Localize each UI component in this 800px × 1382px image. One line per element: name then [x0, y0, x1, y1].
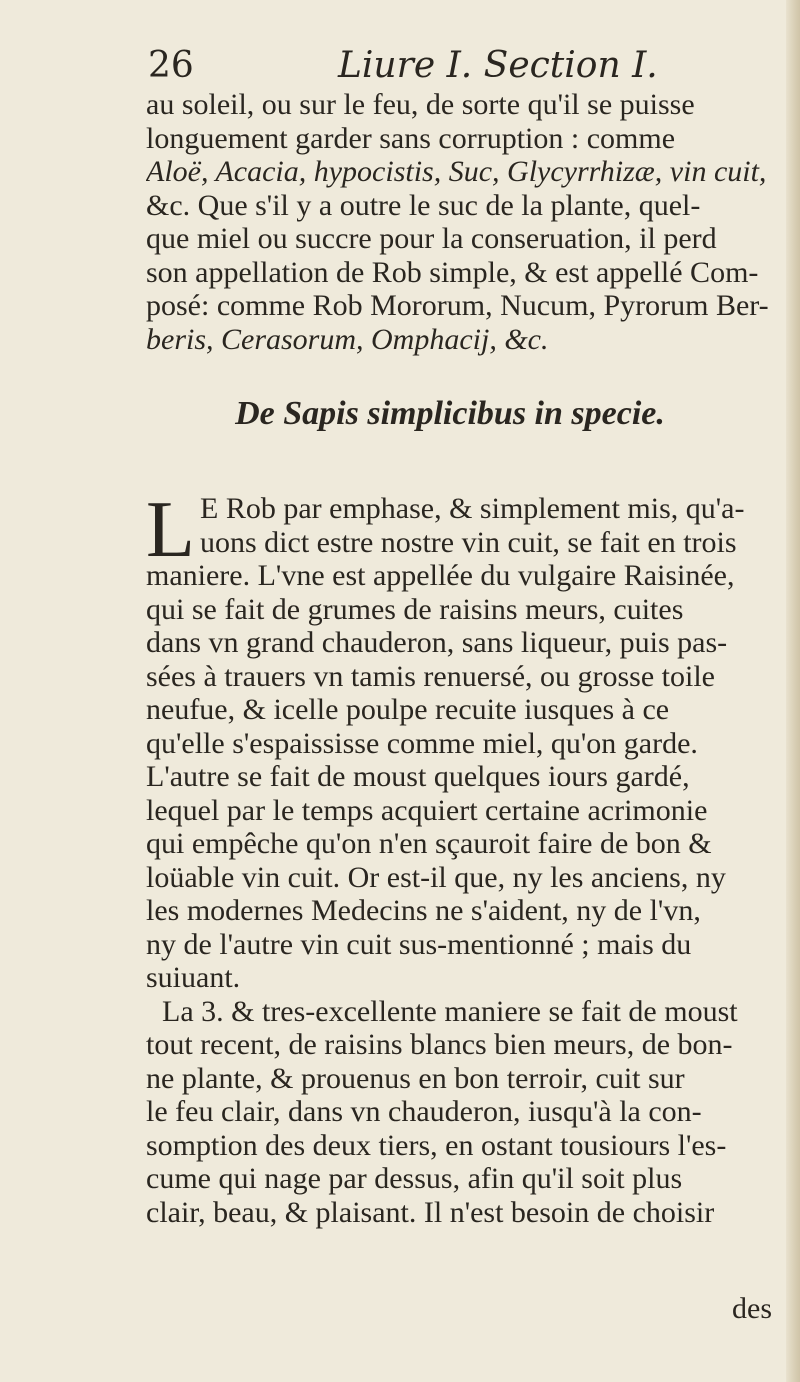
- text-line: que miel ou succre pour la conseruation, il perd: [146, 222, 717, 255]
- text-line: Aloë, Acacia, hypocistis, Suc, Glycyrrhizæ, vin cuit,: [146, 155, 767, 188]
- text-line: suiuant.: [146, 961, 241, 994]
- text-line: uons dict estre nostre vin cuit, se fait en trois: [200, 525, 737, 559]
- text-line: clair, beau, & plaisant. Il n'est besoin de choisir: [146, 1195, 715, 1229]
- catchword: des: [732, 1292, 772, 1325]
- text-line: les modernes Medecins ne s'aident, ny de l'vn,: [146, 894, 701, 927]
- text-line: qu'elle s'espaississe comme miel, qu'on garde.: [146, 726, 698, 760]
- page-number: 26: [148, 45, 194, 86]
- text-line: neufue, & icelle poulpe recuite iusques à ce: [146, 693, 670, 726]
- text-line: ne plante, & prouenus en bon terroir, cuit sur: [146, 1061, 685, 1095]
- page-header: [148, 42, 760, 90]
- text-line: loüable vin cuit. Or est-il que, ny les anciens, ny: [146, 860, 726, 894]
- top-paragraph: [146, 88, 794, 356]
- text-line: dans vn grand chauderon, sans liqueur, puis pas-: [146, 626, 728, 659]
- text-line: L'autre se fait de moust quelques iours gardé,: [146, 760, 690, 793]
- text-line: &c. Que s'il y a outre le suc de la plante, quel-: [146, 188, 701, 222]
- text-line: ny de l'autre vin cuit sus-mentionné ; mais du: [146, 927, 692, 961]
- text-line: au soleil, ou sur le feu, de sorte qu'il se puisse: [146, 88, 695, 121]
- text-line: longuement garder sans corruption : comme: [146, 121, 676, 155]
- text-line: tout recent, de raisins blancs bien meurs, de bon-: [146, 1028, 733, 1061]
- section-heading: De Sapis simplicibus in specie.: [235, 395, 665, 432]
- text-line: qui se fait de grumes de raisins meurs, cuites: [146, 592, 684, 626]
- text-line: beris, Cerasorum, Omphacij, &c.: [146, 322, 549, 356]
- running-title: Liure I. Section I.: [338, 45, 658, 86]
- text-line: lequel par le temps acquiert certaine acrimonie: [146, 793, 708, 827]
- text-line: le feu clair, dans vn chauderon, iusqu'à la con-: [146, 1095, 702, 1128]
- text-line: E Rob par emphase, & simplement mis, qu'a-: [200, 492, 745, 525]
- drop-cap: L: [146, 486, 195, 574]
- text-line: posé: comme Rob Mororum, Nucum, Pyrorum Ber-: [146, 289, 769, 322]
- text-line: qui empêche qu'on n'en sçauroit faire de bon &: [146, 827, 712, 860]
- text-line: cume qui nage par dessus, afin qu'il soit plus: [146, 1162, 683, 1195]
- text-line: sées à trauers vn tamis renuersé, ou grosse toile: [146, 659, 715, 693]
- text-line: son appellation de Rob simple, & est appellé Com-: [146, 255, 759, 289]
- text-line: somption des deux tiers, en ostant tousiours l'es-: [146, 1128, 727, 1162]
- text-line: maniere. L'vne est appellée du vulgaire Raisinée,: [146, 559, 735, 592]
- main-paragraph: [146, 486, 794, 1229]
- text-line: La 3. & tres-excellente maniere se fait de moust: [162, 994, 738, 1028]
